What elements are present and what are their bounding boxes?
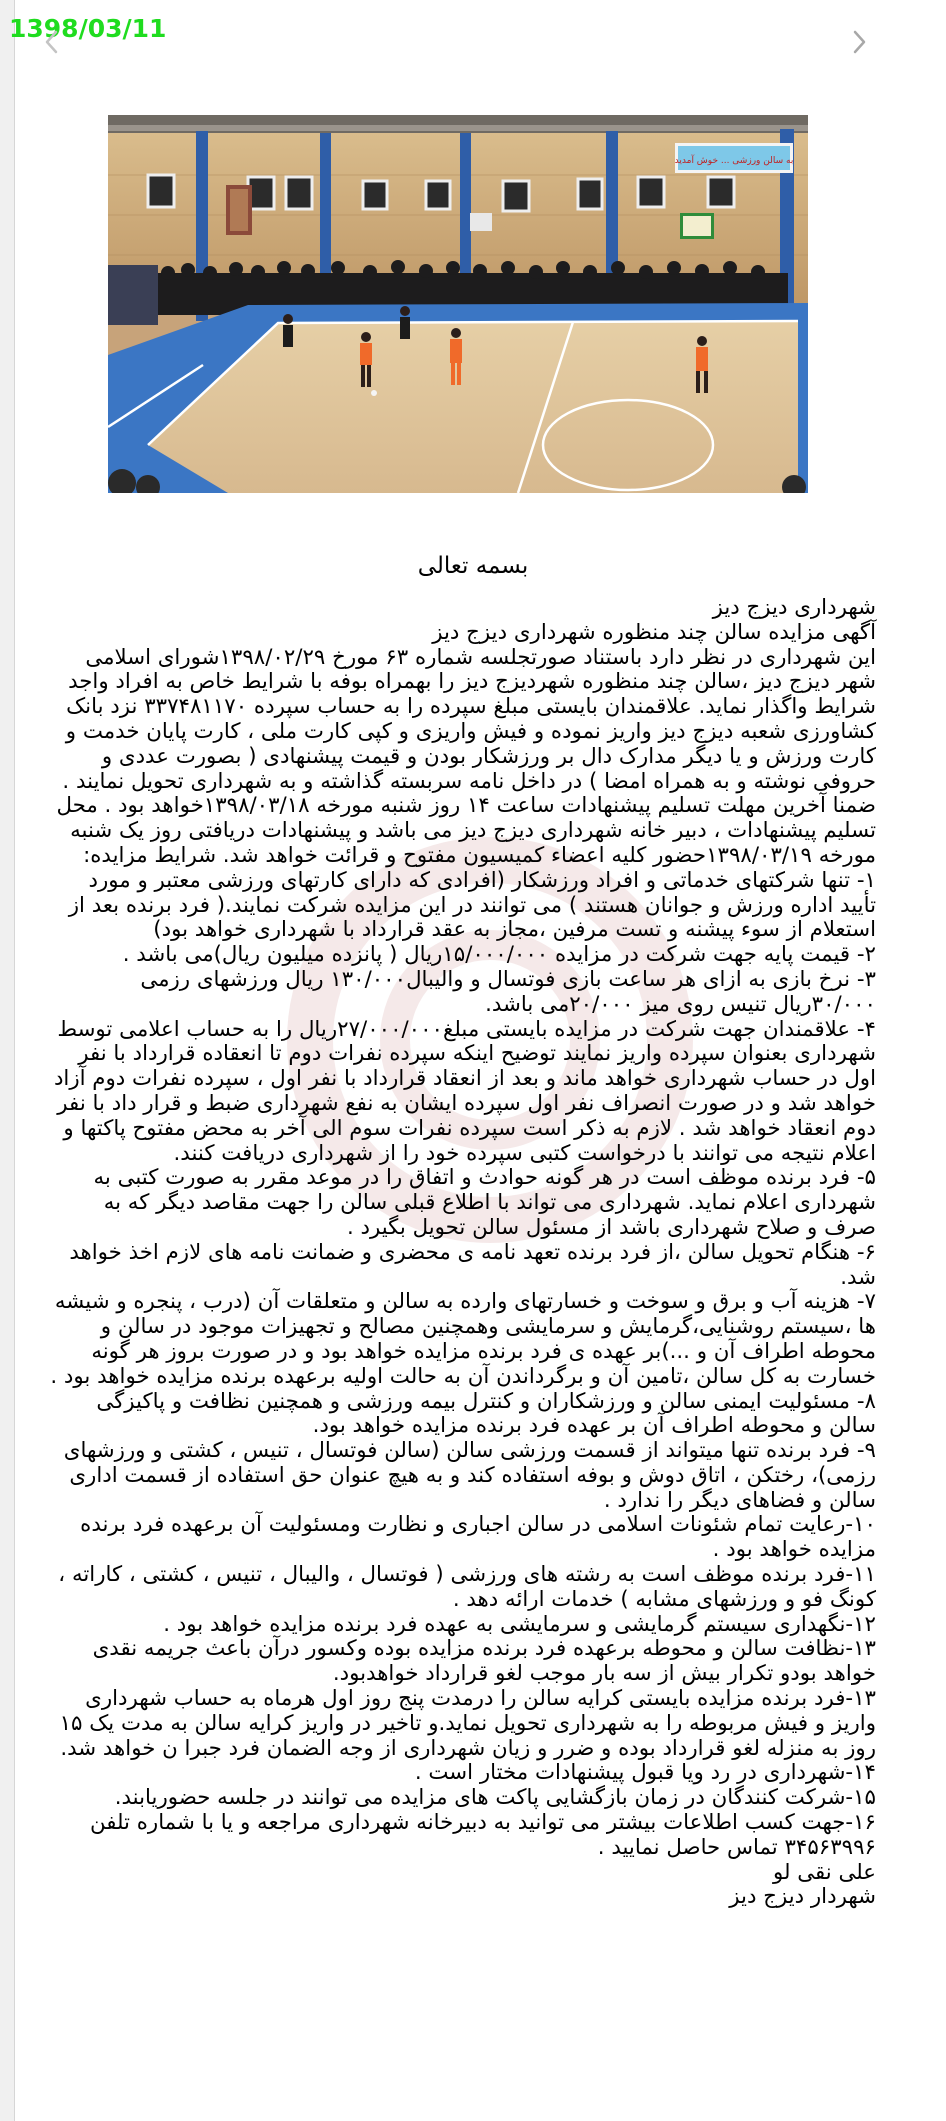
article-body: شهرداری دیزج دیز آگهی مزایده سالن چند منظوره شهرداری دیزج دیز این شهرداری در نظر دارد باستناد صورتجلسه شماره ۶۳ مورخ ۱۳۹۸/۰۲/۲۹شورای اسلامی شهر دیزج دیز ،سالن چند منظوره شهردیزج دیز را بهمراه بوفه با شرایط خاص به افراد واجد شرایط واگذار نماید. علاقمندان بایستی مبلغ سپرده را به حساب سپرده ۳۳۷۴۸۱۱۷۰ نزد بانک کشاورزی شعبه دیزج دیز واریز نموده و فیش واریزی و کپی کارت ملی ، کارت پایان خدمت و کارت ورزش و یا دیگر مدارک دال بر ورزشکار بودن و قیمت پیشنهادی ( بصورت عددی و حروفی نوشته و به همراه امضا ) در داخل نامه سربسته گذاشته و به شهرداری تحویل نمایند . ضمنا آخرین مهلت تسلیم پیشنهادات ساعت ۱۴ روز شنبه مورخه ۱۳۹۸/۰۳/۱۸خواهد بود . محل تسلیم پیشنهادات ، دبیر خانه شهرداری دیزج دیز می باشد و پیشنهادات دریافتی روز یک شنبه مورخه ۱۳۹۸/۰۳/۱۹حضور کلیه اعضاء کمیسیون مفتوح و قرائت خواهد شد. شرایط مزایده: ۱- تنها شرکتهای خدماتی و افراد ورزشکار (افرادی که دارای کارتهای ورزشی معتبر و مورد تأیید اداره ورزش و جوانان هستند ) می توانند در این مزایده شرکت نمایند.( فرد برنده بعد از استعلام از سوء پیشنه و تست مرفین ،مجاز به عقد قرارداد با شهرداری خواهد بود) ۲- قیمت پایه جهت شرکت در مزایده ۱۵/۰۰۰/۰۰۰ریال ( پانزده میلیون ریال)می باشد . ۳- نرخ بازی به ازای هر ساعت بازی فوتسال و والیبال۱۳۰/۰۰۰ ریال ورزشهای رزمی ۳۰/۰۰۰ریال تنیس روی میز ۲۰/۰۰۰می باشد. ۴- علاقمندان جهت شرکت در مزایده بایستی مبلغ۲۷/۰۰۰/۰۰۰ریال را به حساب اعلامی توسط شهرداری بعنوان سپرده واریز نمایند توضیح اینکه سپرده نفرات دوم تا انعقاده قرارداد با نفر اول در حساب شهرداری خواهد ماند و بعد از انعقاد قرارداد با نفر اول ، سپرده نفرات دوم آزاد خواهد شد و در صورت انصراف نفر اول سپرده ایشان به نفع شهرداری ضبط و قرار داد با نفر دوم انعقاد خواهد شد . لازم به ذکر است سپرده نفرات سوم الی آخر به محض مفتوح پاکتها و اعلام نتیجه می توانند با درخواست کتبی سپرده خود را از شهرداری دریافت کنند. ۵- فرد برنده موظف است در هر گونه حوادث و اتفاق را در موعد مقرر به صورت کتبی به شهرداری اعلام نماید. شهرداری می تواند با اطلاع قبلی سالن را جهت مقاصد دیگر که به صرف و صلاح شهرداری باشد از مسئول سالن تحویل بگیرد . ۶- هنگام تحویل سالن ،از فرد برنده تعهد نامه ی محضری و ضمانت نامه های لازم اخذ خواهد شد. ۷- هزینه آب و برق و سوخت و خسارتهای وارده به سالن و متعلقات آن (درب ، پنجره و شیشه ها ،سیستم روشنایی،گرمایش و سرمایشی وهمچنین مصالح و تجهیزات موجود در سالن و محوطه اطراف آن و ...)بر عهده ی فرد برنده مزایده خواهد بود و در صورت بروز هر گونه خسارت به کل سالن ،تامین آن و برگرداندن آن به حالت اولیه برعهده برنده مزایده خواهد بود . ۸- مسئولیت ایمنی سالن و ورزشکاران و کنترل بیمه ورزشی و همچنین نظافت و پاکیزگی سالن و محوطه اطراف آن بر عهده فرد برنده مزایده خواهد بود. ۹- فرد برنده تنها میتواند از قسمت ورزشی سالن (سالن فوتسال ، تنیس ، کشتی و ورزشهای رزمی)، رختکن ، اتاق دوش و بوفه استفاده کند و به هیچ عنوان حق استفاده از قسمت اداری سالن و فضاهای دیگر را ندارد . ۱۰-رعایت تمام شئونات اسلامی در سالن اجباری و نظارت ومسئولیت آن برعهده فرد برنده مزایده خواهد بود . ۱۱-فرد برنده موظف است به رشته های ورزشی ( فوتسال ، والیبال ، تنیس ، کشتی ، کاراته ، کونگ فو و ورزشهای مشابه ) خدمات ارائه دهد . ۱۲-نگهداری سیستم گرمایشی و سرمایشی به عهده فرد برنده مزایده خواهد بود . ۱۳-نظافت سالن و محوطه برعهده فرد برنده مزایده بوده وکسور درآن باعث جریمه نقدی خواهد بودو تکرار بیش از سه بار موجب لغو قرارداد خواهدبود. ۱۳-فرد برنده مزایده بایستی کرایه سالن را درمدت پنج روز اول هرماه به حساب شهرداری واریز و فیش مربوطه را به شهرداری تحویل نماید.و تاخیر در واریز کرایه سالن به مدت یک ۱۵ روز به منزله لغو قرارداد بوده و ضرر و زیان شهرداری از وجه الضمان فرد جبرا ن خواهد شد. ۱۴-شهرداری در رد ویا قبول پیشنهادات مختار است . ۱۵-شرکت کنندگان در زمان بازگشایی پاکت های مزایده می توانند در جلسه حضوریابند. ۱۶-جهت کسب اطلاعات بیشتر می توانید به دبیرخانه شهرداری مراجعه و یا با شماره تلفن ۳۴۵۶۳۹۹۶ تماس حاصل نمایید . علی نقی لو شهردار دیزج دیز xyxy=(50,595,876,1910)
futsal-hall-photo xyxy=(108,115,808,493)
banner-text: به سالن ورزشی ... خوش آمدید xyxy=(674,156,794,166)
chevron-left-icon xyxy=(38,24,66,60)
prev-button[interactable] xyxy=(38,24,66,60)
post-date: 1398/03/11 xyxy=(9,14,167,43)
next-button[interactable] xyxy=(845,24,873,60)
futsal-hall-illustration xyxy=(108,115,808,493)
left-border xyxy=(0,0,15,2121)
chevron-right-icon xyxy=(845,24,873,60)
article-heading: بسمه تعالی xyxy=(417,553,529,579)
